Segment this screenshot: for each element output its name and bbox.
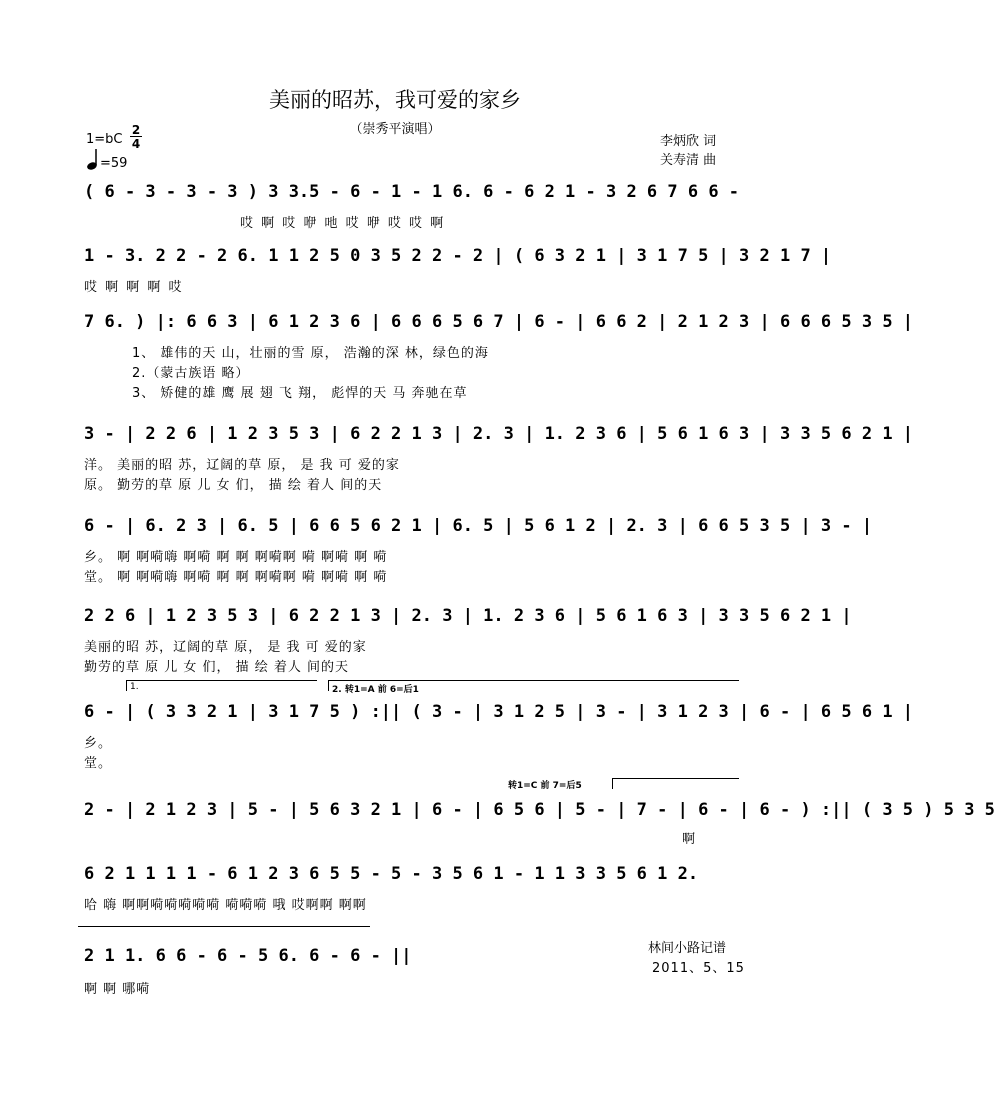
modulation-label: 转1=C 前 7=后5 (508, 781, 582, 791)
page-title: 美丽的昭苏，我可爱的家乡 (269, 88, 521, 112)
lyric-line-verse-1: 乡。 (84, 736, 113, 751)
notation-line: 3 - | 2 2 6 | 1 2 3 5 3 | 6 2 2 1 3 | 2. 3 | 1. 2 3 6 | 5 6 1 6 3 | 3 3 5 6 2 1 | (84, 424, 914, 444)
notation-line: 2 2 6 | 1 2 3 5 3 | 6 2 2 1 3 | 2. 3 | 1. 2 3 6 | 5 6 1 6 3 | 3 3 5 6 2 1 | (84, 606, 852, 626)
notation-line: 6 2 1 1 1 1 - 6 1 2 3 6 5 5 - 5 - 3 5 6 1 - 1 1 3 3 5 6 1 2. (84, 864, 699, 884)
notation-line: 7 6. ) |: 6 6 3 | 6 1 2 3 6 | 6 6 6 5 6 7 | 6 - | 6 6 2 | 2 1 2 3 | 6 6 6 5 3 5 | (84, 312, 914, 332)
lyric-line-verse-3: 勤劳的草 原 儿 女 们， 描 绘 着人 间的天 (84, 660, 350, 675)
lyric-line-verse-1: 美丽的昭 苏，辽阔的草 原， 是 我 可 爱的家 (84, 640, 367, 655)
notation-line: ( 6 - 3 - 3 - 3 ) 3 3.5 - 6 - 1 - 1 6. 6 - 6 2 1 - 3 2 6 7 6 6 - (84, 182, 740, 202)
key-signature: 1=bC (86, 132, 123, 147)
page-subtitle: （崇秀平演唱） (349, 122, 441, 137)
lyric-line-verse-2: 2.（蒙古族语 略） (132, 366, 250, 381)
lyric-line: 哎 啊 哎 咿 吔 哎 咿 哎 哎 啊 (240, 216, 446, 231)
lyric-line-verse-3: 堂。 啊 啊嗬嗨 啊嗬 啊 啊 啊嗬啊 嗬 啊嗬 啊 嗬 (84, 570, 388, 585)
volta-label-1: 1. (130, 682, 139, 692)
recorder-credit: 林间小路记谱 (648, 941, 727, 956)
lyric-line-verse-1: 乡。 啊 啊嗬嗨 啊嗬 啊 啊 啊嗬啊 嗬 啊嗬 啊 嗬 (84, 550, 388, 565)
composer-credit: 关寿清 曲 (660, 153, 717, 168)
lyric-line: 哈 嗨 啊啊嗬嗬嗬嗬嗬 嗬嗬嗬 哦 哎啊啊 啊啊 (84, 898, 367, 913)
notation-line: 2 1 1. 6 6 - 6 - 5 6. 6 - 6 - || (84, 946, 412, 966)
lyric-line-verse-3: 原。 勤劳的草 原 儿 女 们， 描 绘 着人 间的天 (84, 478, 383, 493)
notation-line: 2 - | 2 1 2 3 | 5 - | 5 6 3 2 1 | 6 - | 6 5 6 | 5 - | 7 - | 6 - | 6 - ) :|| ( 3 5 ) 5 3 5 (84, 800, 995, 820)
volta-label-2: 2. 转1=A 前 6=后1 (332, 685, 419, 695)
quarter-note-icon (86, 147, 100, 171)
volta-bracket-1 (126, 680, 317, 691)
lyric-line-verse-1: 洋。 美丽的昭 苏，辽阔的草 原， 是 我 可 爱的家 (84, 458, 400, 473)
lyric-line: 哎 啊 啊 啊 哎 (84, 280, 184, 295)
time-signature-bottom: 4 (131, 137, 141, 151)
notation-line: 6 - | 6. 2 3 | 6. 5 | 6 6 5 6 2 1 | 6. 5 | 5 6 1 2 | 2. 3 | 6 6 5 3 5 | 3 - | (84, 516, 873, 536)
lyric-line: 啊 啊 哪嗬 (84, 982, 151, 997)
notation-line: 1 - 3. 2 2 - 2 6. 1 1 2 5 0 3 5 2 2 - 2 | ( 6 3 2 1 | 3 1 7 5 | 3 2 1 7 | (84, 246, 832, 266)
lyric-line-verse-1: 1、 雄伟的天 山，壮丽的雪 原， 浩瀚的深 林，绿色的海 (132, 346, 489, 361)
ending-bracket (78, 926, 370, 937)
time-signature-top: 2 (131, 123, 141, 137)
lyric-line: 啊 (682, 832, 697, 847)
lyric-line-verse-3: 堂。 (84, 756, 113, 771)
tempo-marking: =59 (100, 156, 128, 171)
notation-line: 6 - | ( 3 3 2 1 | 3 1 7 5 ) :|| ( 3 - | 3 1 2 5 | 3 - | 3 1 2 3 | 6 - | 6 5 6 1 | (84, 702, 914, 722)
lyric-line-verse-3: 3、 矫健的雄 鹰 展 翅 飞 翔， 彪悍的天 马 奔驰在草 (132, 386, 468, 401)
score-date: 2011、5、15 (652, 961, 745, 976)
modulation-bracket (612, 778, 739, 789)
lyricist-credit: 李炳欣 词 (660, 134, 717, 149)
